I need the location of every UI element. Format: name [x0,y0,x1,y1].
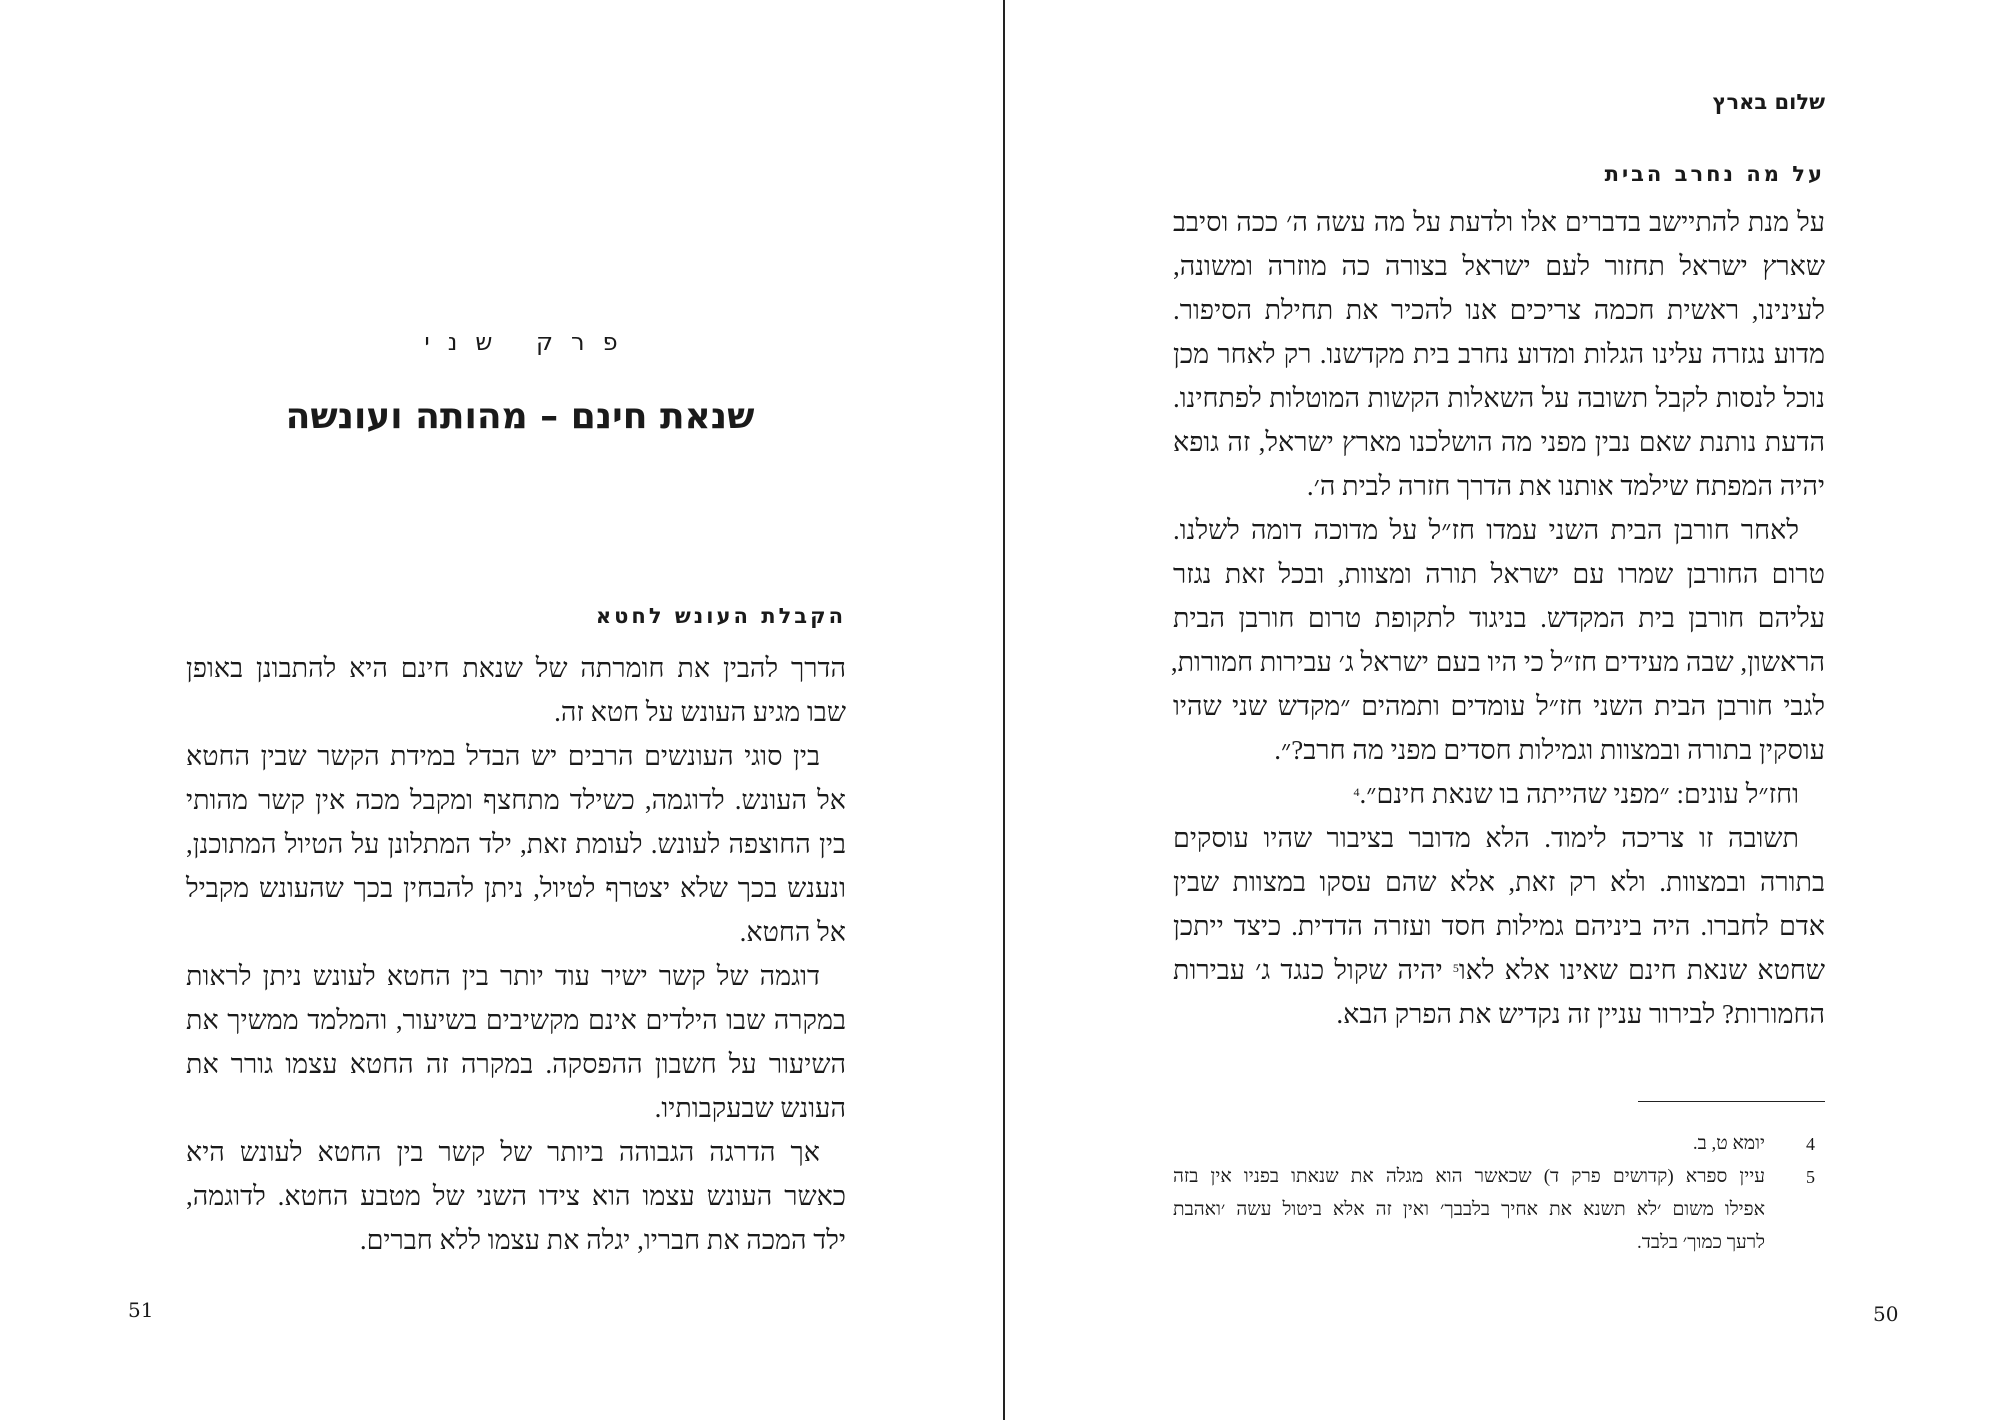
body-line: שבו מגיע העונש על חטא זה. [554,697,846,727]
body-line: נוכל לנסות לקבל תשובה על השאלות הקשות המוטלות לפתחינו. [1173,383,1825,413]
body-line: דוגמה של קשר ישיר עוד יותר בין החטא לעונש ניתן לראות [186,961,820,991]
body-line: השיעור על חשבון ההפסקה. במקרה זה החטא עצמו גורר את [186,1049,846,1079]
footnote-text: אפילו משום ׳לא תשנא את אחיך בלבבך׳ ואין זה אלא ביטול עשה ׳ואהבת [1173,1199,1765,1220]
body-line: עוסקין בתורה ובמצוות וגמילות חסדים מפני מה חרב?״. [1274,735,1825,765]
body-line: הדעת נותנת שאם נבין מפני מה הושלכנו מארץ ישראל, זה גופא [1173,427,1825,457]
body-line: עליהם חורבן בית המקדש. בניגוד לתקופת טרום חורבן הבית [1173,603,1825,633]
page-number: 50 [1873,1302,1899,1326]
body-line: כאשר העונש עצמו הוא צידו השני של מטבע החטא. לדוגמה, [186,1181,846,1211]
body-line: העונש שבעקבותיו. [654,1093,846,1123]
body-line: ונענש בכך שלא יצטרף לטיול, ניתן להבחין בכך שהעונש מקביל [186,873,846,903]
body-line: הראשון, שבה מעידים חז״ל כי היו בעם ישראל ג׳ עבירות חמורות, [1170,647,1825,677]
body-line: לאחר חורבן הבית השני עמדו חז״ל על מדוכה דומה לשלנו. [1173,515,1799,545]
body-line: מדוע נגזרה עלינו הגלות ומדוע נחרב בית מקדשנו. רק לאחר מכן [1173,339,1825,369]
chapter-label: פרק שני [424,328,636,356]
body-line: אל החטא. [739,917,846,947]
body-line: יהיה המפתח שילמד אותנו את הדרך חזרה לבית ה׳. [1306,471,1825,501]
body-line: ילד המכה את חבריו, יגלה את עצמו ללא חברים. [359,1225,846,1255]
section-heading: הקבלת העונש לחטא [595,604,846,628]
left-page [0,0,1003,1420]
body-line: אל העונש. לדוגמה, כשילד מתחצף ומקבל מכה אין קשר מהותי [186,785,846,815]
body-line: אדם לחברו. היה ביניהם גמילות חסד ועזרה הדדית. כיצד ייתכן [1173,911,1825,941]
footnote-number: 4 [1806,1134,1815,1154]
body-line: במקרה שבו הילדים אינם מקשיבים בשיעור, והמלמד ממשיך את [186,1005,846,1035]
body-line: בין החוצפה לעונש. לעומת זאת, ילד המתלונן על הטיול המתוכנן, [186,829,846,859]
footnote-text: לרעך כמוך׳ בלבד. [1636,1232,1765,1253]
body-text: וחז״ל עונים: ״מפני שהייתה בו שנאת חינם״. [1359,779,1799,809]
footnote-text: יומא ט, ב. [1692,1133,1765,1154]
footnote-separator [1638,1101,1825,1102]
body-line-with-footnote-5 [1173,948,1825,992]
body-text: יהיה שקול כנגד ג׳ עבירות [1173,955,1443,985]
section-heading: על מה נחרב הבית [1604,162,1825,186]
body-text: שחטא שנאת חינם שאינו אלא לאו [1458,955,1825,985]
body-line: תשובה זו צריכה לימוד. הלא מדובר בציבור שהיו עוסקים [1173,823,1799,853]
footnote-number: 5 [1806,1167,1815,1187]
footnote-text: עיין ספרא (קדושים פרק ד) שכאשר הוא מגלה את שנאתו בפניו אין בזה [1173,1166,1765,1187]
page-number: 51 [128,1298,154,1322]
body-line: לעינינו, ראשית חכמה צריכים אנו להכיר את תחילת הסיפור. [1173,295,1825,325]
footnote-ref-4[interactable]: 4 [1353,785,1360,799]
body-line: החמורות? לבירור עניין זה נקדיש את הפרק הבא. [1336,999,1825,1029]
body-line: הדרך להבין את חומרתה של שנאת חינם היא להתבונן באופן [186,653,846,683]
body-line: על מנת להתיישב בדברים אלו ולדעת על מה עשה ה׳ ככה וסיבב [1173,207,1825,237]
body-line: לגבי חורבן הבית השני חז״ל עומדים ותמהים ״מקדש שני שהיו [1173,691,1825,721]
body-line: שארץ ישראל תחזור לעם ישראל בצורה כה מוזרה ומשונה, [1173,251,1825,281]
chapter-title: שנאת חינם – מהותה ועונשה [285,396,755,437]
body-line: בתורה ובמצוות. ולא רק זאת, אלא שהם עסקו במצוות שבין [1173,867,1825,897]
running-head: שלום בארץ [1712,90,1825,114]
body-line: בין סוגי העונשים הרבים יש הבדל במידת הקשר שבין החטא [186,741,820,771]
body-line: אך הדרגה הגבוהה ביותר של קשר בין החטא לעונש היא [186,1137,820,1167]
body-line: טרום החורבן שמרו עם ישראל תורה ומצוות, ובכל זאת נגזר [1173,559,1825,589]
footnote-ref-5[interactable]: 5 [1452,961,1459,975]
body-line-with-footnote-4 [1173,772,1799,816]
right-page [1005,0,2007,1420]
